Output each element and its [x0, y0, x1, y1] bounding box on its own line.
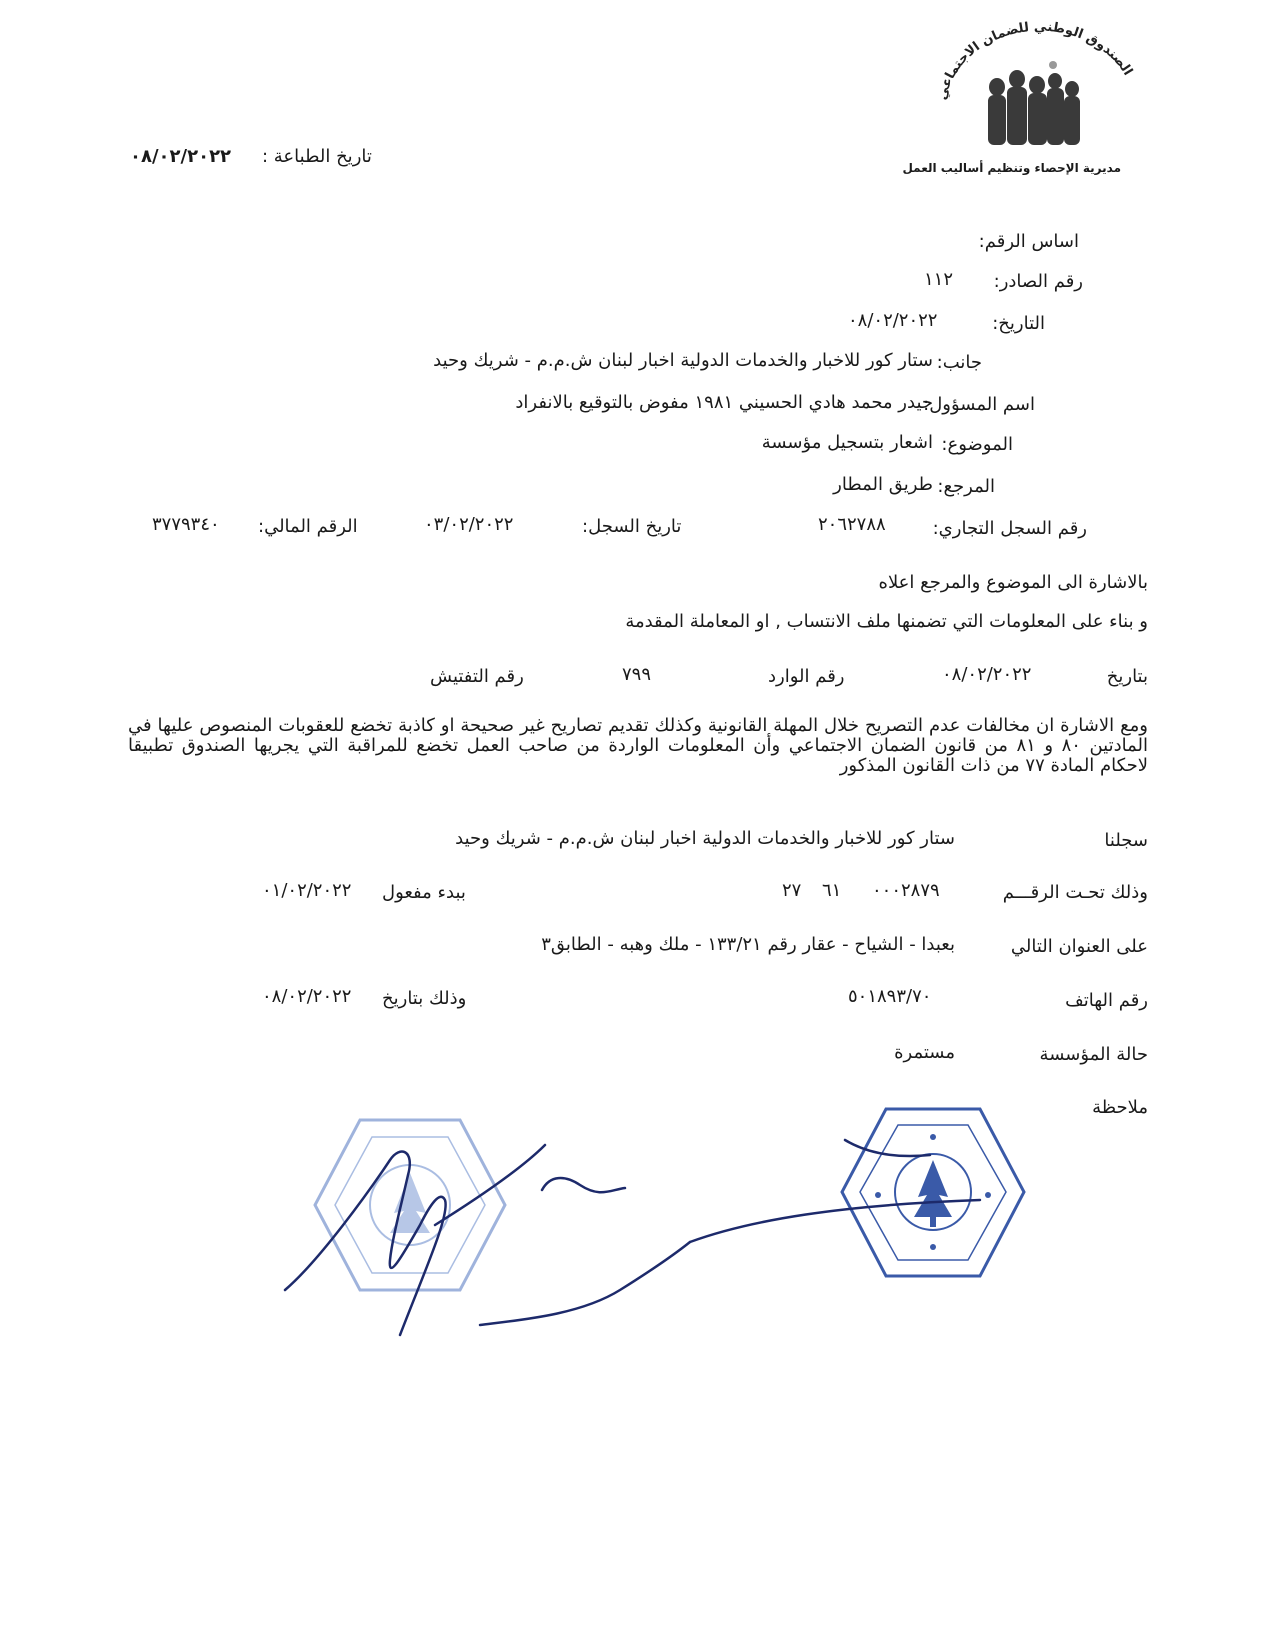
cr-value: ٢٠٦٢٧٨٨ [818, 514, 886, 535]
inspection-label: رقم التفتيش [430, 666, 524, 687]
registration-number-part1: ٠٠٠٢٨٧٩ [872, 880, 940, 901]
address-value: بعبدا - الشياح - عقار رقم ١٣٣/٢١ - ملك وهبه - الطابق٣ [541, 934, 955, 955]
legal-warning-paragraph: ومع الاشارة ان مخالفات عدم التصريح خلال المهلة القانونية وكذلك تقديم تصاريح غير صحيحة او كاذبة تخضع للعقوبات المنصوص عليها في المادتين ٨٠ و ٨١ من قانون الضمان الاجتماعي وأن المعلومات الواردة من صاحب العمل تخضع للمراقبة التي يجريها الصندوق تطبيقا لاحكام المادة ٧٧ من ذات القانون المذكور [128, 715, 1148, 776]
reference-value: طريق المطار [833, 474, 933, 495]
outgoing-label: رقم الصادر: [993, 271, 1083, 292]
registration-number-label: وذلك تحـت الرقـــم [1002, 882, 1148, 903]
financial-number-label: الرقم المالي: [258, 516, 358, 537]
date-label: التاريخ: [992, 313, 1045, 334]
status-value: مستمرة [894, 1042, 955, 1063]
svg-text:الصندوق الوطني للضمان الاجتماع: الصندوق الوطني للضمان الاجتماعي [935, 19, 1135, 102]
registered-label: سجلنا [1104, 830, 1148, 851]
directorate-name: مديرية الإحصاء وتنظيم أساليب العمل [902, 161, 1121, 175]
body-line-2: و بناء على المعلومات التي تضمنها ملف الانتساب , او المعاملة المقدمة [625, 611, 1148, 632]
party-label: جانب: [936, 352, 982, 373]
financial-number-value: ٣٧٧٩٣٤٠ [152, 514, 220, 535]
registration-number-part3: ٢٧ [782, 880, 802, 901]
dated-value: ٠٨/٠٢/٢٠٢٢ [942, 664, 1032, 685]
reg-date-label: تاريخ السجل: [582, 516, 682, 537]
handwritten-signature [280, 1130, 1000, 1340]
print-date-value: ٠٨/٠٢/٢٠٢٢ [130, 146, 232, 167]
dated-label: بتاريخ [1106, 666, 1148, 687]
reg-date-value: ٠٣/٠٢/٢٠٢٢ [424, 514, 514, 535]
date-value: ٠٨/٠٢/٢٠٢٢ [848, 310, 938, 331]
reference-label: المرجع: [937, 476, 995, 497]
registered-value: ستار كور للاخبار والخدمات الدولية اخبار لبنان ش.م.م - شريك وحيد [455, 828, 955, 849]
cr-label: رقم السجل التجاري: [932, 518, 1087, 539]
print-date-label: تاريخ الطباعة : [262, 146, 372, 167]
body-line-1: بالاشارة الى الموضوع والمرجع اعلاه [878, 572, 1148, 593]
incoming-value: ٧٩٩ [622, 664, 652, 685]
party-value: ستار كور للاخبار والخدمات الدولية اخبار لبنان ش.م.م - شريك وحيد [433, 350, 933, 371]
basis-label: اساس الرقم: [978, 231, 1079, 252]
dated2-label: وذلك بتاريخ [382, 988, 467, 1009]
subject-value: اشعار بتسجيل مؤسسة [761, 432, 933, 453]
registration-number-part2: ٦١ [822, 880, 842, 901]
nssf-logo-figures [935, 15, 1135, 150]
phone-label: رقم الهاتف [1065, 990, 1148, 1011]
officer-label: اسم المسؤول: [923, 394, 1035, 415]
officer-value: حيدر محمد هادي الحسيني ١٩٨١ مفوض بالتوقيع بالانفراد [515, 392, 933, 413]
address-label: على العنوان التالي [1010, 936, 1148, 957]
nssf-logo [902, 15, 1135, 185]
subject-label: الموضوع: [941, 434, 1013, 455]
effective-value: ٠١/٠٢/٢٠٢٢ [262, 880, 352, 901]
effective-label: ببدء مفعول [382, 882, 466, 903]
outgoing-value: ١١٢ [924, 269, 954, 290]
dated2-value: ٠٨/٠٢/٢٠٢٢ [262, 986, 352, 1007]
status-label: حالة المؤسسة [1039, 1044, 1148, 1065]
note-label: ملاحظة [1092, 1097, 1148, 1118]
phone-value: ٥٠١٨٩٣/٧٠ [848, 986, 932, 1007]
incoming-label: رقم الوارد [768, 666, 845, 687]
